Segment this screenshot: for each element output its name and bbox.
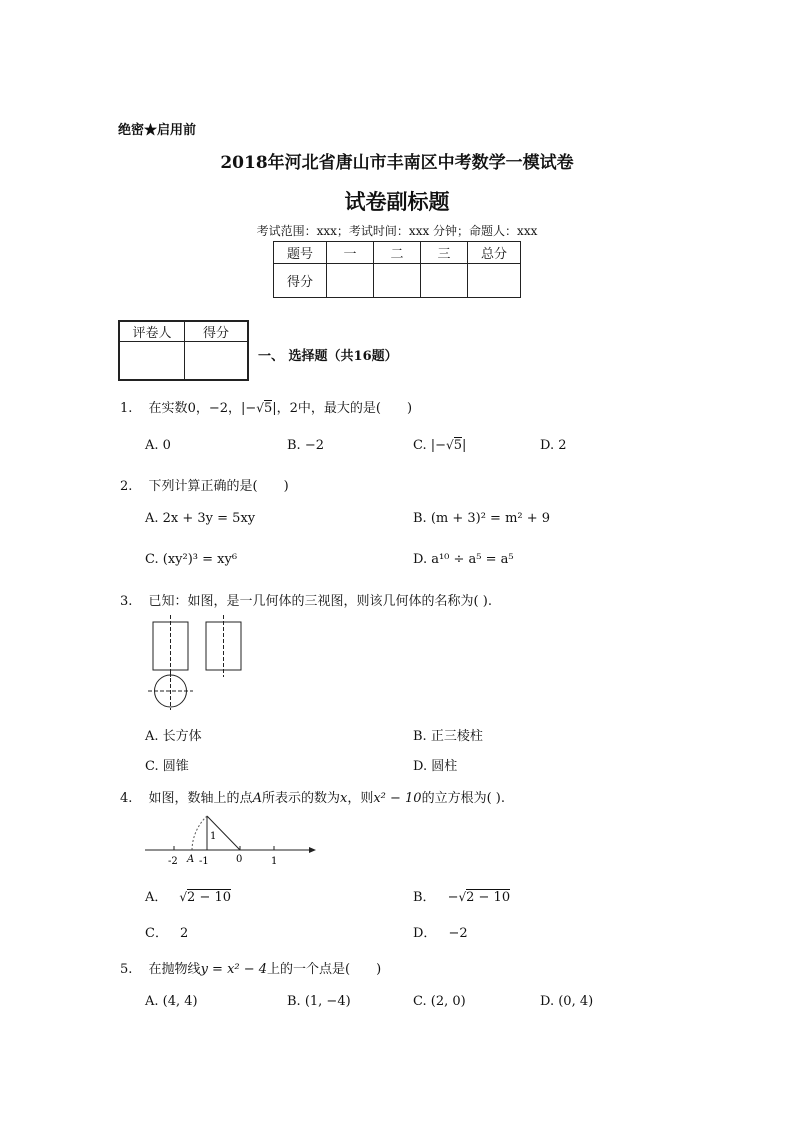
option-5a[interactable]: A. (4, 4) [145, 994, 198, 1009]
score-cell[interactable] [374, 264, 421, 298]
option-1c[interactable]: C. |−√5| [413, 438, 467, 453]
score-table [273, 241, 521, 298]
grader-cell[interactable] [185, 342, 249, 380]
exam-subtitle: 试卷副标题 [344, 189, 450, 214]
question-3: 3. 已知：如图，是一几何体的三视图，则该几何体的名称为( ). [120, 594, 492, 609]
score-cell[interactable] [421, 264, 468, 298]
grader-header-score: 得分 [185, 321, 249, 342]
score-header-total: 总分 [468, 242, 521, 264]
question-number: 1. [120, 401, 133, 416]
axis-label-neg2: -2 [168, 856, 178, 867]
option-1d[interactable]: D. 2 [540, 438, 567, 453]
option-2a[interactable]: A. 2x + 3y = 5xy [145, 511, 256, 526]
question-1: 1. 在实数0，−2，|−√5|，2中，最大的是( ) [120, 401, 413, 416]
score-header-1: 一 [327, 242, 374, 264]
axis-label-0: 0 [236, 854, 243, 865]
section-heading: 一、 选择题（共16题） [258, 349, 398, 364]
option-4d[interactable]: D． −2 [413, 926, 468, 941]
grader-header-person: 评卷人 [119, 321, 185, 342]
option-1a[interactable]: A. 0 [145, 438, 171, 453]
option-5c[interactable]: C. (2, 0) [413, 994, 466, 1009]
score-header-2: 二 [374, 242, 421, 264]
exam-info: 考试范围：xxx；考试时间：xxx 分钟；命题人：xxx [256, 224, 538, 238]
score-row-label: 得分 [274, 264, 327, 298]
grader-table [118, 320, 249, 381]
option-4c[interactable]: C． 2 [145, 926, 189, 941]
secret-label: 绝密★启用前 [118, 123, 197, 138]
grader-cell[interactable] [119, 342, 185, 380]
option-5b[interactable]: B. (1, −4) [287, 994, 351, 1009]
question-5: 5. 在抛物线y = x² − 4上的一个点是( ) [120, 962, 382, 977]
axis-label-a: A [187, 854, 195, 865]
score-header-3: 三 [421, 242, 468, 264]
score-cell[interactable] [327, 264, 374, 298]
option-4b[interactable]: B． −√2 − 10 [413, 890, 511, 905]
option-3d[interactable]: D. 圆柱 [413, 759, 458, 774]
option-2d[interactable]: D. a¹⁰ ÷ a⁵ = a⁵ [413, 552, 514, 567]
option-1b[interactable]: B. −2 [287, 438, 324, 453]
exam-title: 2018年河北省唐山市丰南区中考数学一模试卷 [220, 153, 574, 173]
option-4a[interactable]: A． √2 − 10 [145, 890, 232, 905]
option-3a[interactable]: A. 长方体 [145, 729, 202, 744]
number-line-figure [140, 812, 325, 868]
option-3b[interactable]: B. 正三棱柱 [413, 729, 483, 744]
score-header-num: 题号 [274, 242, 327, 264]
option-2b[interactable]: B. (m + 3)² = m² + 9 [413, 511, 551, 526]
question-2: 2. 下列计算正确的是( ) [120, 479, 289, 494]
three-view-figure [140, 615, 250, 710]
axis-label-neg1: -1 [199, 856, 209, 867]
score-cell[interactable] [468, 264, 521, 298]
option-5d[interactable]: D. (0, 4) [540, 994, 594, 1009]
triangle-label-1: 1 [210, 831, 217, 842]
axis-label-1: 1 [271, 856, 278, 867]
option-3c[interactable]: C. 圆锥 [145, 759, 189, 774]
option-2c[interactable]: C. (xy²)³ = xy⁶ [145, 552, 238, 567]
question-4: 4. 如图，数轴上的点A所表示的数为x，则x² − 10的立方根为( ). [120, 791, 505, 806]
